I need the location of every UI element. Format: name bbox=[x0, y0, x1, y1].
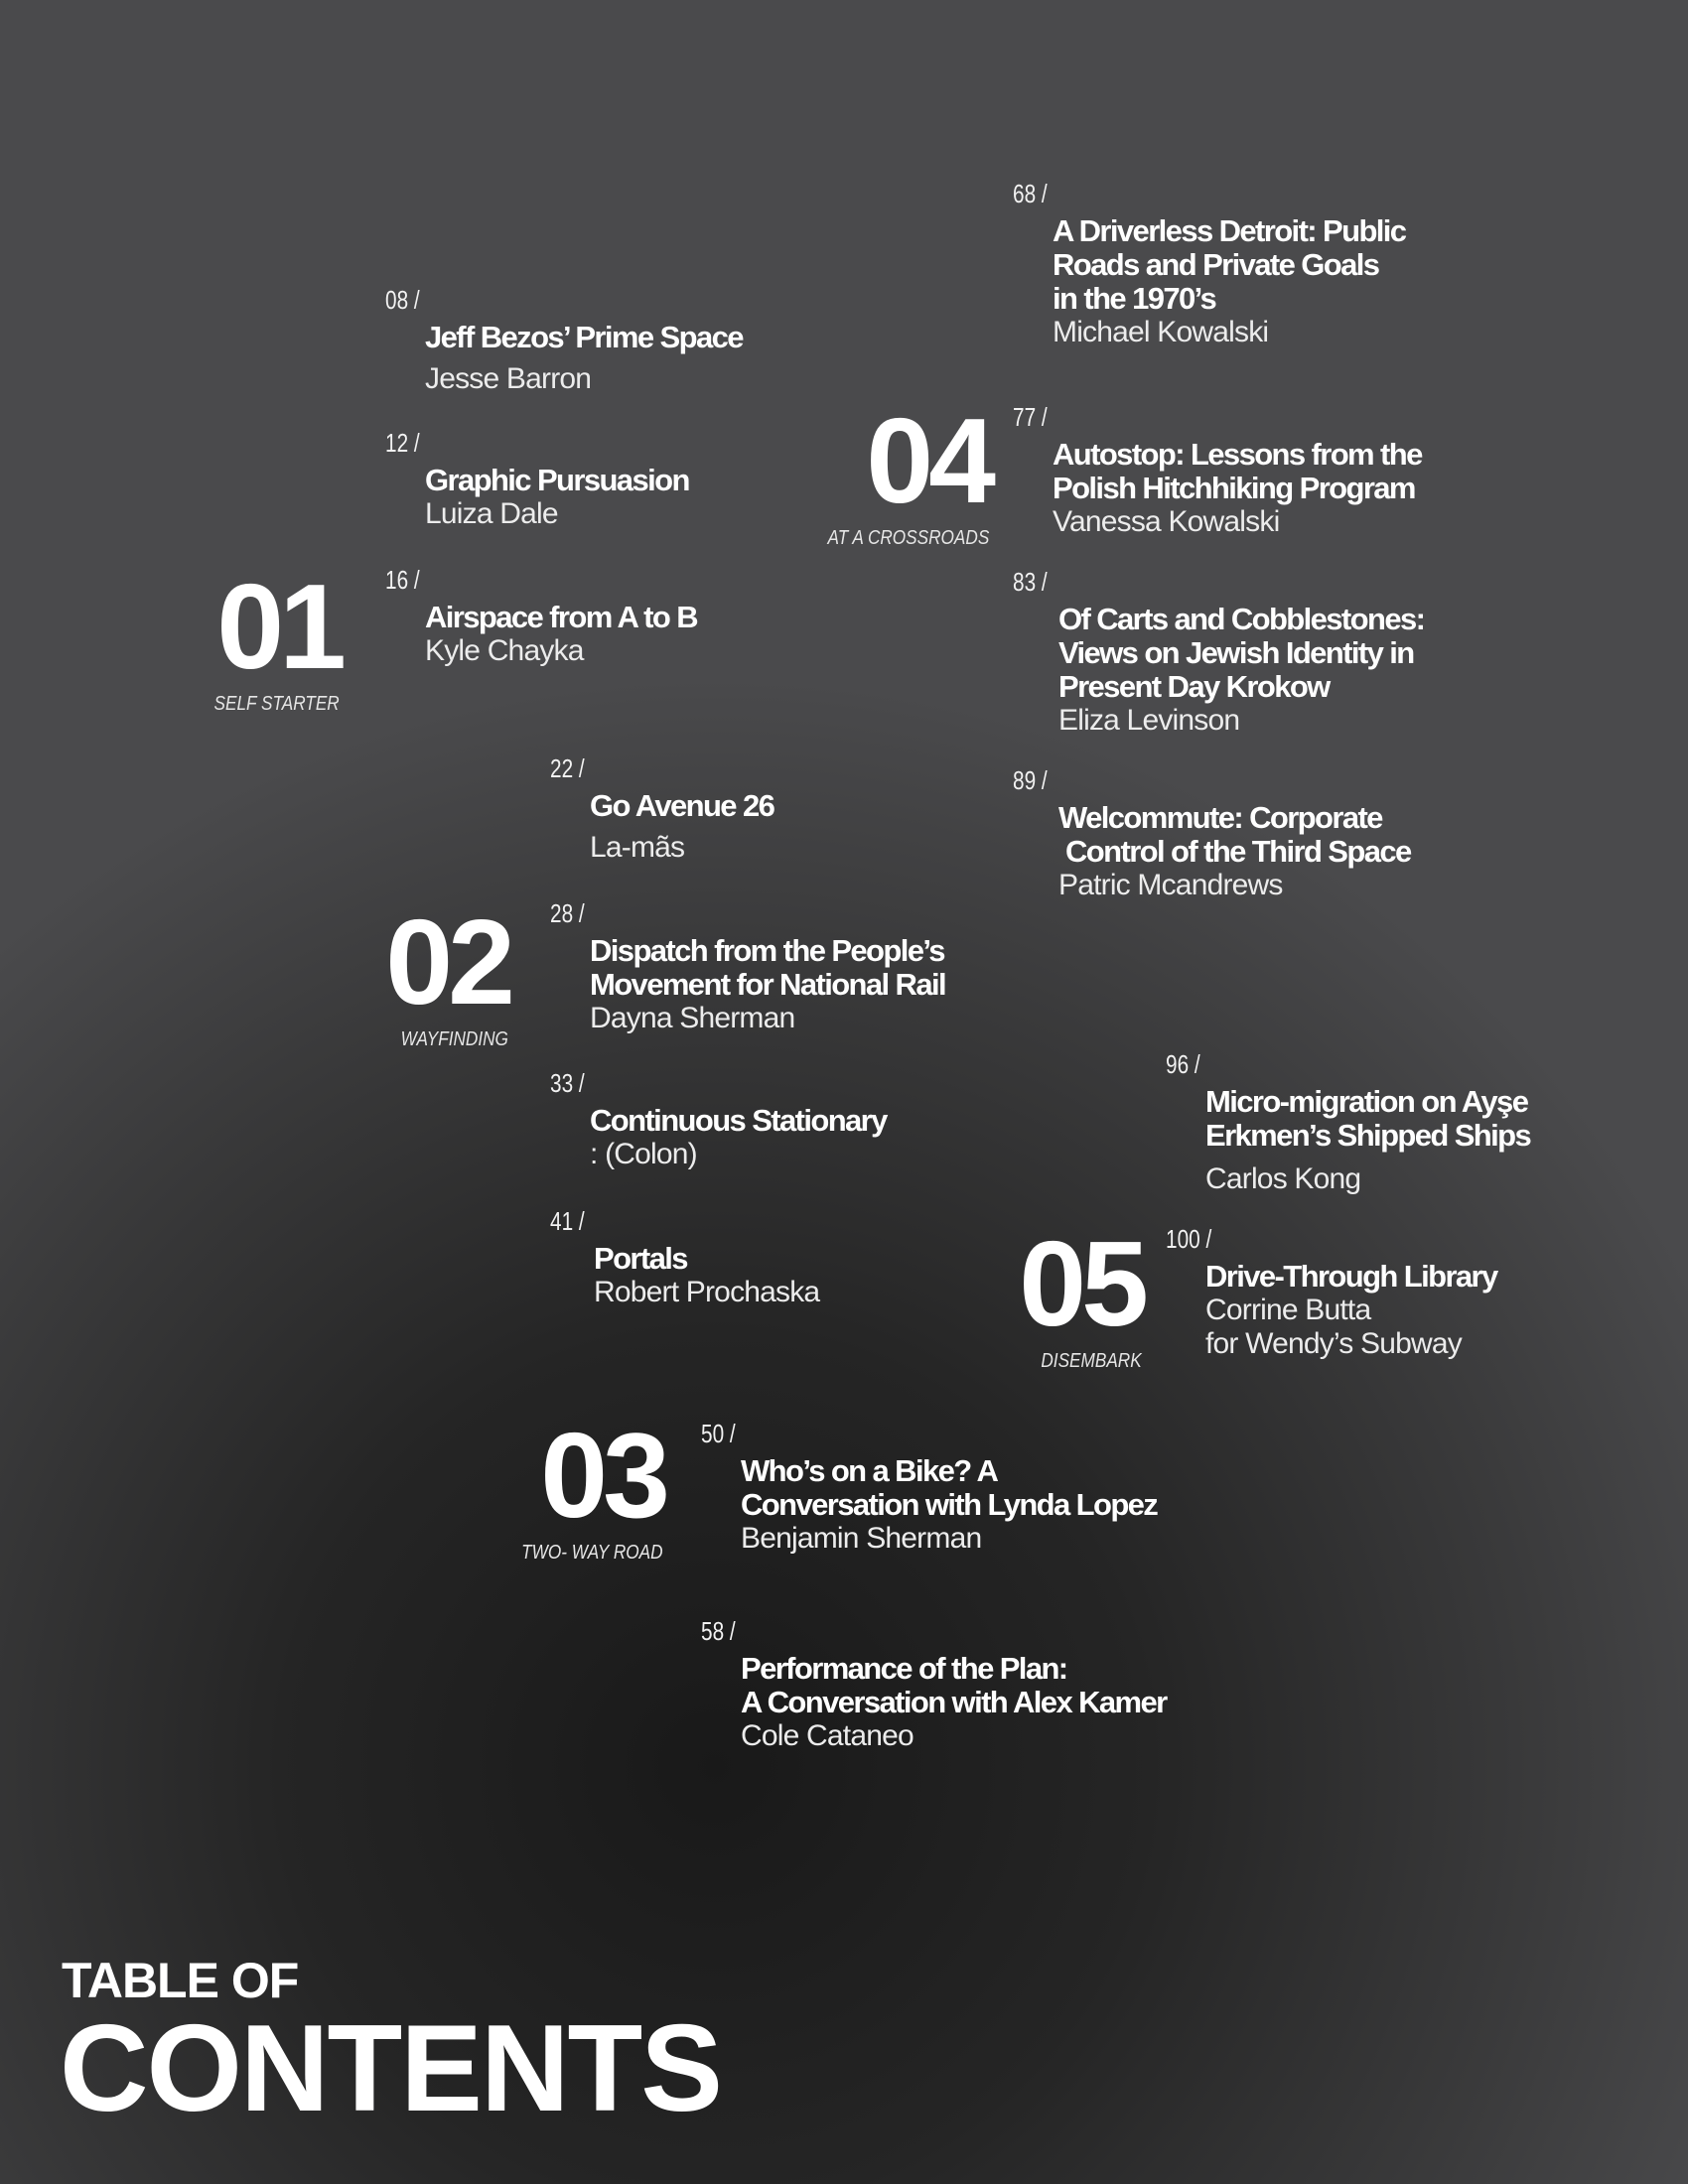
section-02 bbox=[383, 894, 510, 1051]
toc-entry[interactable] bbox=[1013, 568, 1489, 738]
toc-entry[interactable] bbox=[550, 1207, 1027, 1309]
section-05 bbox=[1019, 1216, 1144, 1373]
section-label: SELF STARTER bbox=[213, 693, 340, 715]
page-title-line2: CONTENTS bbox=[60, 2000, 721, 2137]
entry-author: Corrine Butta for Wendy’s Subway bbox=[1205, 1293, 1462, 1360]
entry-page-number: 16 / bbox=[385, 565, 420, 595]
page-title-line1: TABLE OF bbox=[62, 1953, 299, 2008]
entry-author: : (Colon) bbox=[590, 1137, 697, 1170]
entry-author: Vanessa Kowalski bbox=[1053, 504, 1280, 538]
toc-entry[interactable] bbox=[550, 899, 1027, 1035]
toc-entry[interactable] bbox=[1013, 403, 1489, 539]
entry-title: Welcommute: Corporate Control of the Third Space bbox=[1058, 799, 1411, 869]
entry-page-number: 58 / bbox=[701, 1616, 736, 1646]
entry-author: Patric Mcandrews bbox=[1058, 868, 1283, 901]
toc-entry[interactable] bbox=[1013, 180, 1489, 349]
section-number: 01 bbox=[216, 559, 342, 694]
entry-author: Luiza Dale bbox=[425, 496, 558, 530]
entry-page-number: 28 / bbox=[550, 898, 585, 928]
section-number: 02 bbox=[385, 894, 510, 1029]
entry-author: Jesse Barron bbox=[425, 361, 592, 395]
entry-author: Kyle Chayka bbox=[425, 633, 584, 667]
section-number: 03 bbox=[540, 1408, 665, 1543]
entry-author: Benjamin Sherman bbox=[741, 1521, 982, 1555]
entry-title: Jeff Bezos’ Prime Space bbox=[425, 319, 743, 354]
entry-title: Dispatch from the People’s Movement for National Rail bbox=[590, 932, 946, 1002]
entry-page-number: 89 / bbox=[1013, 765, 1048, 795]
entry-page-number: 22 / bbox=[550, 753, 585, 783]
toc-entry[interactable] bbox=[385, 429, 862, 531]
entry-title: Graphic Pursuasion bbox=[425, 462, 689, 497]
entry-title: Drive-Through Library bbox=[1205, 1258, 1497, 1294]
section-01 bbox=[194, 559, 342, 716]
entry-page-number: 96 / bbox=[1166, 1049, 1200, 1079]
entry-author: La-mãs bbox=[590, 830, 685, 864]
entry-page-number: 100 / bbox=[1166, 1224, 1212, 1254]
toc-entry[interactable] bbox=[1166, 1225, 1642, 1361]
toc-entry[interactable] bbox=[550, 1069, 1027, 1171]
entry-title: Airspace from A to B bbox=[425, 599, 698, 634]
section-label: WAYFINDING bbox=[400, 1028, 508, 1050]
entry-title: Go Avenue 26 bbox=[590, 787, 774, 823]
entry-page-number: 77 / bbox=[1013, 402, 1048, 432]
entry-page-number: 41 / bbox=[550, 1206, 585, 1236]
toc-entry[interactable] bbox=[1166, 1050, 1642, 1196]
entry-title: Micro-migration on Ayşe Erkmen’s Shipped Ships bbox=[1205, 1083, 1531, 1153]
section-03 bbox=[498, 1408, 665, 1565]
toc-entry[interactable] bbox=[701, 1617, 1178, 1753]
entry-title: Performance of the Plan: A Conversation with Alex Kamer bbox=[741, 1650, 1167, 1719]
entry-author: Robert Prochaska bbox=[594, 1275, 820, 1308]
entry-page-number: 50 / bbox=[701, 1419, 736, 1448]
entry-title: A Driverless Detroit: Public Roads and Private Goals in the 1970’s bbox=[1053, 212, 1406, 316]
entry-title: Of Carts and Cobblestones: Views on Jewish Identity in Present Day Krokow bbox=[1058, 601, 1425, 704]
entry-author: Cole Cataneo bbox=[741, 1718, 914, 1752]
toc-entry[interactable] bbox=[701, 1420, 1178, 1556]
section-label: DISEMBARK bbox=[1041, 1350, 1142, 1372]
entry-title: Portals bbox=[594, 1240, 687, 1276]
entry-author: Carlos Kong bbox=[1205, 1161, 1361, 1195]
entry-page-number: 12 / bbox=[385, 428, 420, 458]
toc-entry[interactable] bbox=[385, 566, 862, 668]
section-number: 05 bbox=[1019, 1216, 1144, 1351]
section-label: TWO- WAY ROAD bbox=[521, 1542, 663, 1564]
entry-title: Continuous Stationary bbox=[590, 1102, 887, 1138]
entry-author: Eliza Levinson bbox=[1058, 703, 1240, 737]
entry-page-number: 33 / bbox=[550, 1068, 585, 1098]
entry-page-number: 83 / bbox=[1013, 567, 1048, 597]
entry-title: Who’s on a Bike? A Conversation with Lynda Lopez bbox=[741, 1452, 1158, 1522]
entry-author: Dayna Sherman bbox=[590, 1001, 795, 1034]
entry-page-number: 68 / bbox=[1013, 179, 1048, 208]
section-label: AT A CROSSROADS bbox=[827, 527, 989, 549]
toc-entry[interactable] bbox=[1013, 766, 1489, 902]
section-number: 04 bbox=[866, 393, 991, 528]
toc-entry[interactable] bbox=[385, 286, 862, 396]
entry-author: Michael Kowalski bbox=[1053, 315, 1269, 348]
toc-entry[interactable] bbox=[550, 754, 1027, 865]
entry-title: Autostop: Lessons from the Polish Hitchhiking Program bbox=[1053, 436, 1422, 505]
entry-page-number: 08 / bbox=[385, 285, 420, 315]
page-title bbox=[60, 1953, 721, 2137]
